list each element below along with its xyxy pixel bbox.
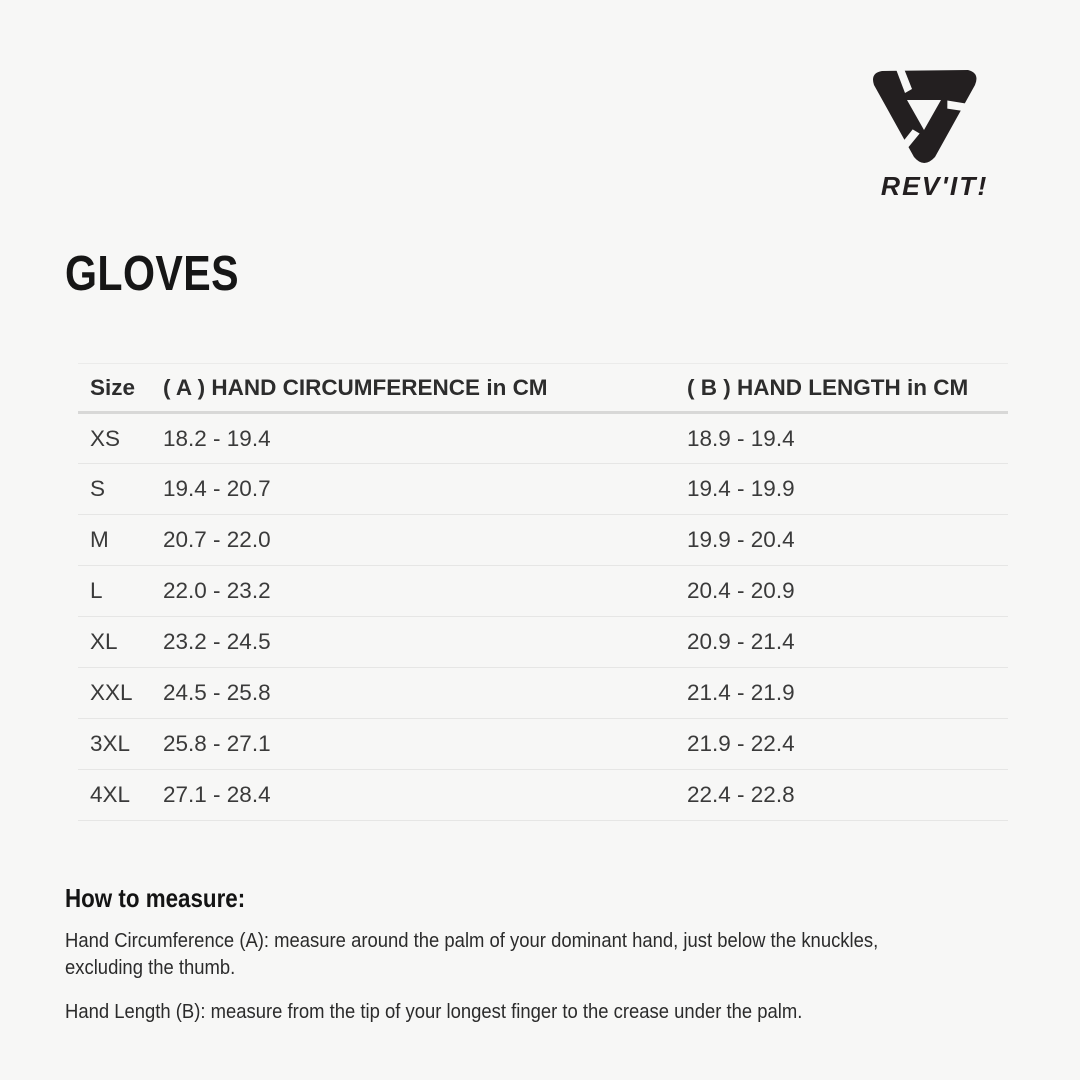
table-row [78, 464, 1008, 515]
table-header-row [78, 364, 1008, 413]
revit-logo-icon [862, 56, 988, 168]
size-cell: XL [78, 617, 163, 668]
circumference-cell: 24.5 - 25.8 [163, 668, 687, 719]
size-cell: 3XL [78, 719, 163, 770]
table-row [78, 770, 1008, 821]
col-header-size: Size [78, 364, 163, 413]
table-row [78, 719, 1008, 770]
col-header-length: ( B ) HAND LENGTH in CM [687, 364, 1008, 413]
circumference-cell: 27.1 - 28.4 [163, 770, 687, 821]
length-cell: 19.9 - 20.4 [687, 515, 1008, 566]
table-row [78, 515, 1008, 566]
how-to-measure-section [65, 883, 1017, 1042]
circumference-cell: 20.7 - 22.0 [163, 515, 687, 566]
circumference-cell: 23.2 - 24.5 [163, 617, 687, 668]
size-cell: XS [78, 413, 163, 464]
table-row [78, 617, 1008, 668]
length-cell: 18.9 - 19.4 [687, 413, 1008, 464]
circumference-cell: 19.4 - 20.7 [163, 464, 687, 515]
brand-block [862, 56, 988, 202]
hand-circumference-instruction: Hand Circumference (A): measure around the palm of your dominant hand, just below the knuckles, excluding the thumb. [65, 929, 879, 979]
col-header-circumference: ( A ) HAND CIRCUMFERENCE in CM [163, 364, 687, 413]
brand-wordmark: REV'IT! [880, 171, 988, 201]
size-cell: 4XL [78, 770, 163, 821]
circumference-cell: 25.8 - 27.1 [163, 719, 687, 770]
size-cell: S [78, 464, 163, 515]
how-to-measure-heading: How to measure: [65, 883, 246, 913]
length-cell: 20.4 - 20.9 [687, 566, 1008, 617]
size-cell: XXL [78, 668, 163, 719]
table-row [78, 668, 1008, 719]
size-cell: L [78, 566, 163, 617]
table-row [78, 413, 1008, 464]
page-title: GLOVES [65, 247, 240, 301]
length-cell: 22.4 - 22.8 [687, 770, 1008, 821]
size-cell: M [78, 515, 163, 566]
circumference-cell: 22.0 - 23.2 [163, 566, 687, 617]
length-cell: 20.9 - 21.4 [687, 617, 1008, 668]
size-chart-table [78, 363, 1008, 821]
table-row [78, 566, 1008, 617]
length-cell: 19.4 - 19.9 [687, 464, 1008, 515]
length-cell: 21.4 - 21.9 [687, 668, 1008, 719]
length-cell: 21.9 - 22.4 [687, 719, 1008, 770]
hand-length-instruction: Hand Length (B): measure from the tip of your longest finger to the crease under the palm. [65, 1000, 803, 1023]
circumference-cell: 18.2 - 19.4 [163, 413, 687, 464]
